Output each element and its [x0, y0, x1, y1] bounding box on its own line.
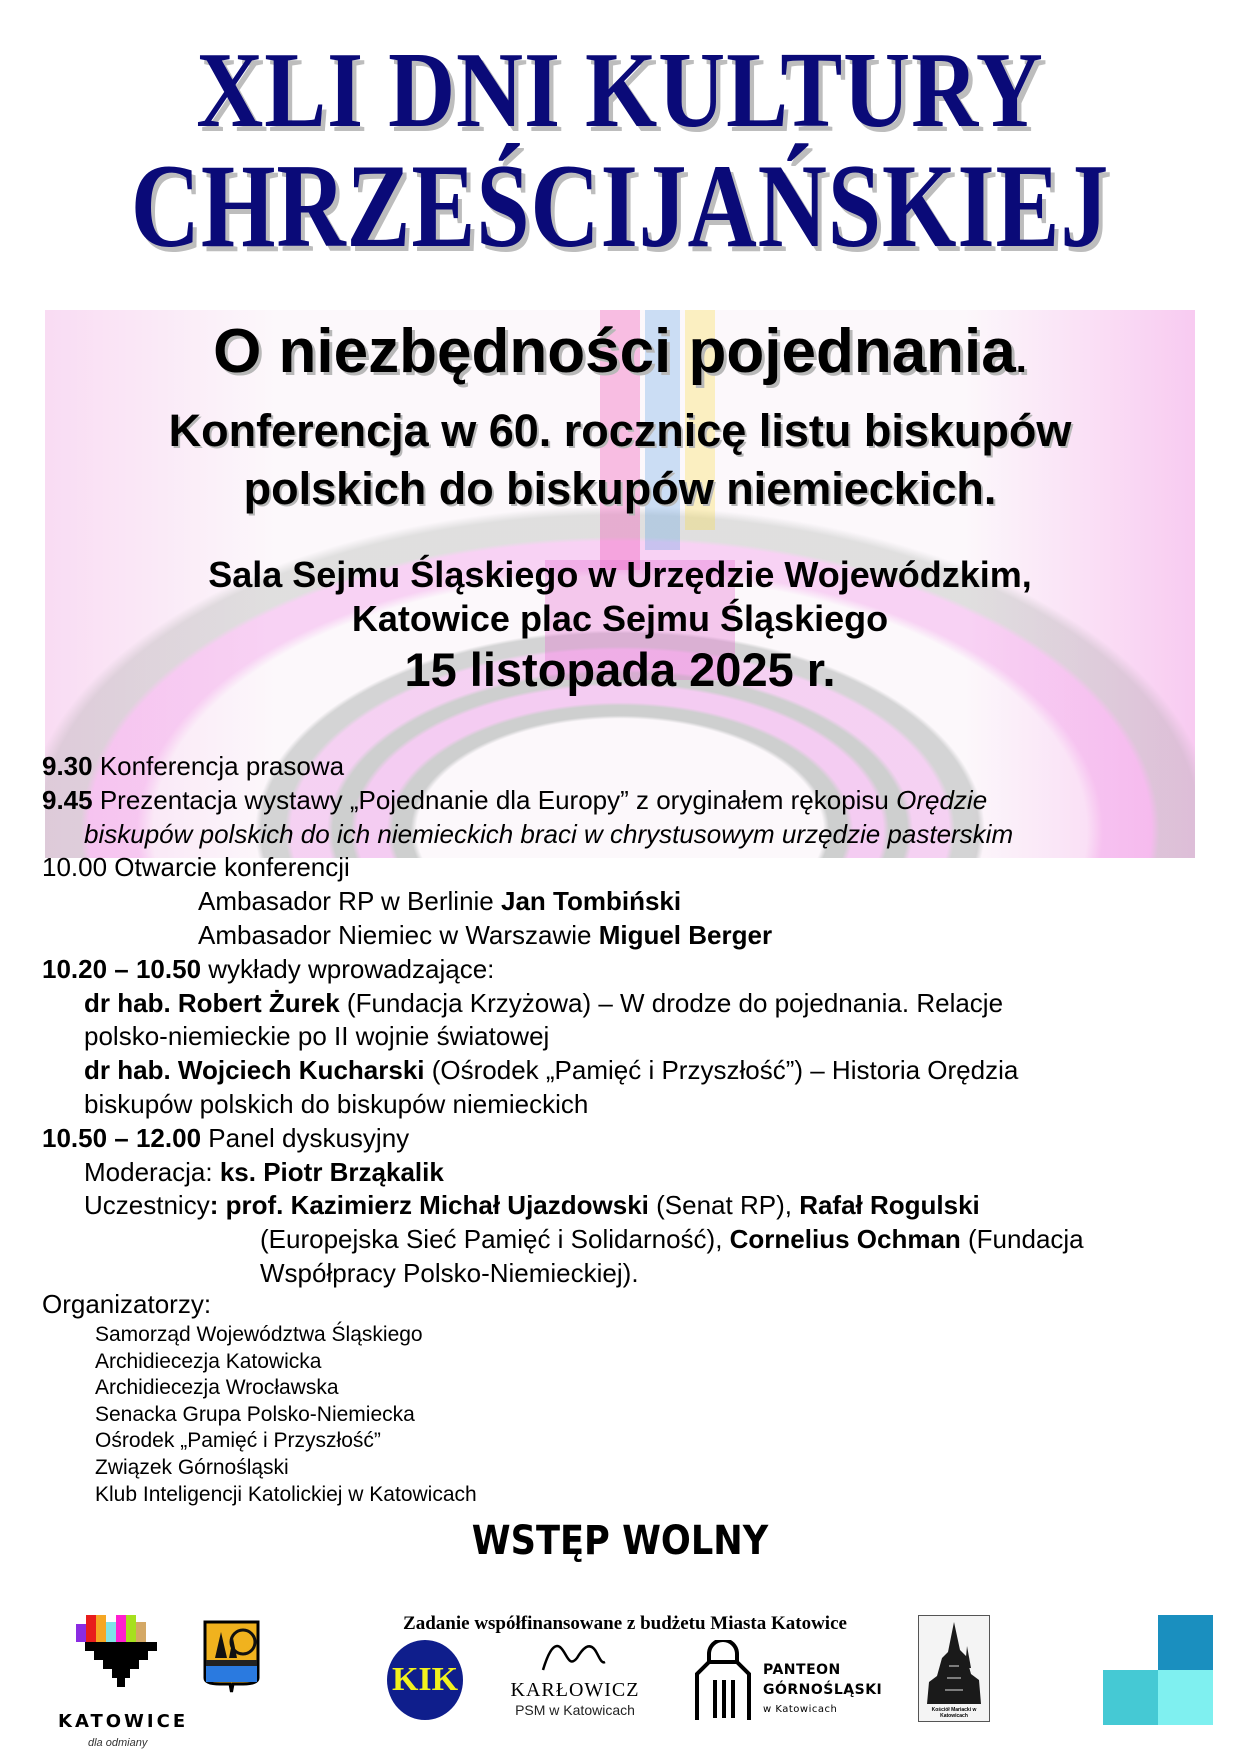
moderator-name: ks. Piotr Brząkalik [219, 1156, 444, 1187]
participant-affiliation: (Fundacja [960, 1224, 1084, 1255]
katowice-logo-tagline: dla odmiany [88, 1737, 148, 1749]
program-item-continuation [42, 818, 1202, 852]
speaker-name: Jan Tombiński [501, 886, 682, 917]
lecture-description: polsko-niemieckie po II wojnie światowej [84, 1021, 550, 1052]
program-time: 9.30 [42, 751, 93, 781]
lecture-description: (Fundacja Krzyżowa) – W drodze do pojednania. Relacje [339, 987, 1004, 1018]
kik-logo-letters: KIK [391, 1661, 459, 1698]
organizer-item: Samorząd Województwa Śląskiego [95, 1323, 423, 1346]
participant-name: : prof. Kazimierz Michał Ujazdowski [209, 1190, 649, 1221]
lecture-line-continuation [42, 1020, 1202, 1054]
event-title-line-1: XLI DNI KULTURY [196, 31, 1044, 150]
program-item [42, 1122, 1202, 1156]
panteon-line-2: GÓRNOŚLĄSKI [763, 1682, 883, 1698]
program-italic-title: biskupów polskich do ich niemieckich braci w chrystusowym urzędzie pasterskim [84, 818, 1014, 849]
square-top-right [1158, 1615, 1213, 1670]
organizer-item: Senacka Grupa Polsko-Niemiecka [95, 1402, 415, 1426]
katowice-logo-text: KATOWICE [58, 1711, 189, 1732]
conference-subtitle-line-1: Konferencja w 60. rocznicę listu biskupów [168, 405, 1072, 456]
participant-affiliation: (Senat RP), [648, 1190, 800, 1221]
participant-name: Cornelius Ochman [729, 1224, 961, 1255]
venue-line-2: Katowice plac Sejmu Śląskiego [351, 598, 889, 639]
participant-affiliation: (Europejska Sieć Pamięć i Solidarność), [260, 1224, 730, 1255]
program-schedule [42, 750, 1202, 1291]
program-text: wykłady wprowadzające: [201, 953, 495, 984]
organizers-heading: Organizatorzy: [42, 1289, 212, 1319]
panteon-logo-text [763, 1660, 882, 1720]
headline-text: O niezbędności pojednania [213, 317, 1016, 386]
program-text: 10.00 Otwarcie konferencji [42, 852, 350, 883]
program-item [42, 750, 1202, 784]
organizer-item: Związek Górnośląski [95, 1455, 289, 1479]
speaker-line [42, 885, 1202, 919]
lecture-description: biskupów polskich do biskupów niemieckich [84, 1088, 589, 1119]
program-item [42, 851, 1202, 885]
cathedral-icon [919, 1616, 989, 1708]
moderator-line [42, 1156, 1202, 1190]
participants-label: Uczestnicy [84, 1190, 210, 1221]
mariacki-church-logo [918, 1615, 990, 1722]
moderator-label: Moderacja: [84, 1156, 220, 1187]
headline-dot: . [1015, 337, 1027, 381]
speaker-role: Ambasador Niemiec w Warszawie [198, 919, 599, 950]
panteon-building-icon [693, 1640, 755, 1720]
program-item [42, 953, 1202, 987]
panteon-line-3: w Katowicach [763, 1704, 838, 1715]
participants-line-continuation [42, 1223, 1202, 1257]
organizer-item: Ośrodek „Pamięć i Przyszłość” [95, 1429, 381, 1453]
lecture-description: (Ośrodek „Pamięć i Przyszłość”) – Historia Orędzia [424, 1055, 1019, 1086]
karlowicz-logo-subtitle: PSM w Katowicach [515, 1702, 635, 1718]
silesia-coat-of-arms-icon [203, 1620, 260, 1694]
venue-line-1: Sala Sejmu Śląskiego w Urzędzie Wojewódzkim, [208, 554, 1032, 595]
blue-squares-logo [1103, 1615, 1213, 1725]
participant-affiliation: Współpracy Polsko-Niemieckiej). [260, 1257, 639, 1288]
organizer-item: Archidiecezja Wrocławska [95, 1376, 339, 1400]
cofinancing-caption: Zadanie współfinansowane z budżetu Miasta Katowice [403, 1613, 847, 1634]
speaker-name: dr hab. Robert Żurek [84, 987, 340, 1018]
free-admission-banner: WSTĘP WOLNY [471, 1518, 769, 1564]
conference-subtitle-line-2: polskich do biskupów niemieckich. [243, 463, 997, 514]
program-time: 10.20 – 10.50 [42, 953, 202, 984]
program-italic-title: Orędzie [896, 784, 988, 815]
organizer-item: Archidiecezja Katowicka [95, 1349, 322, 1373]
event-date: 15 listopada 2025 r. [404, 643, 836, 696]
program-time: 10.50 – 12.00 [42, 1122, 202, 1153]
conference-headline [0, 316, 1240, 395]
participants-line-continuation [42, 1257, 1202, 1291]
kik-club-logo [387, 1640, 463, 1720]
square-bottom-left [1103, 1670, 1158, 1725]
program-time: 9.45 [42, 784, 93, 815]
katowice-city-logo [58, 1615, 189, 1749]
karlowicz-wave-icon [535, 1640, 615, 1672]
event-title-line-2: CHRZEŚCIJAŃSKIEJ [130, 139, 1110, 272]
lecture-line-continuation [42, 1088, 1202, 1122]
lecture-line [42, 1054, 1202, 1088]
panteon-gornoslaski-logo [693, 1640, 883, 1720]
karlowicz-school-logo [505, 1640, 645, 1718]
speaker-name: Miguel Berger [598, 919, 773, 950]
cathedral-logo-caption: Kościół Mariacki w Katowicach [931, 1707, 977, 1719]
katowice-logo-bars-icon [76, 1615, 166, 1642]
program-item [42, 784, 1202, 818]
speaker-name: dr hab. Wojciech Kucharski [84, 1055, 425, 1086]
participant-name: Rafał Rogulski [799, 1190, 980, 1221]
speaker-line [42, 919, 1202, 953]
speaker-role: Ambasador RP w Berlinie [198, 886, 501, 917]
square-bottom-right [1158, 1670, 1213, 1725]
program-text: Prezentacja wystawy „Pojednanie dla Europy” z oryginałem rękopisu [92, 784, 897, 815]
karlowicz-logo-name: KARŁOWICZ [510, 1679, 640, 1701]
participants-line [42, 1189, 1202, 1223]
panteon-line-1: PANTEON [763, 1662, 841, 1678]
program-text: Konferencja prasowa [92, 751, 345, 781]
lecture-line [42, 987, 1202, 1021]
organizers-list [95, 1322, 477, 1508]
program-text: Panel dyskusyjny [201, 1122, 410, 1153]
katowice-logo-spodek-icon [76, 1642, 166, 1687]
organizer-item: Klub Inteligencji Katolickiej w Katowicach [95, 1482, 477, 1506]
